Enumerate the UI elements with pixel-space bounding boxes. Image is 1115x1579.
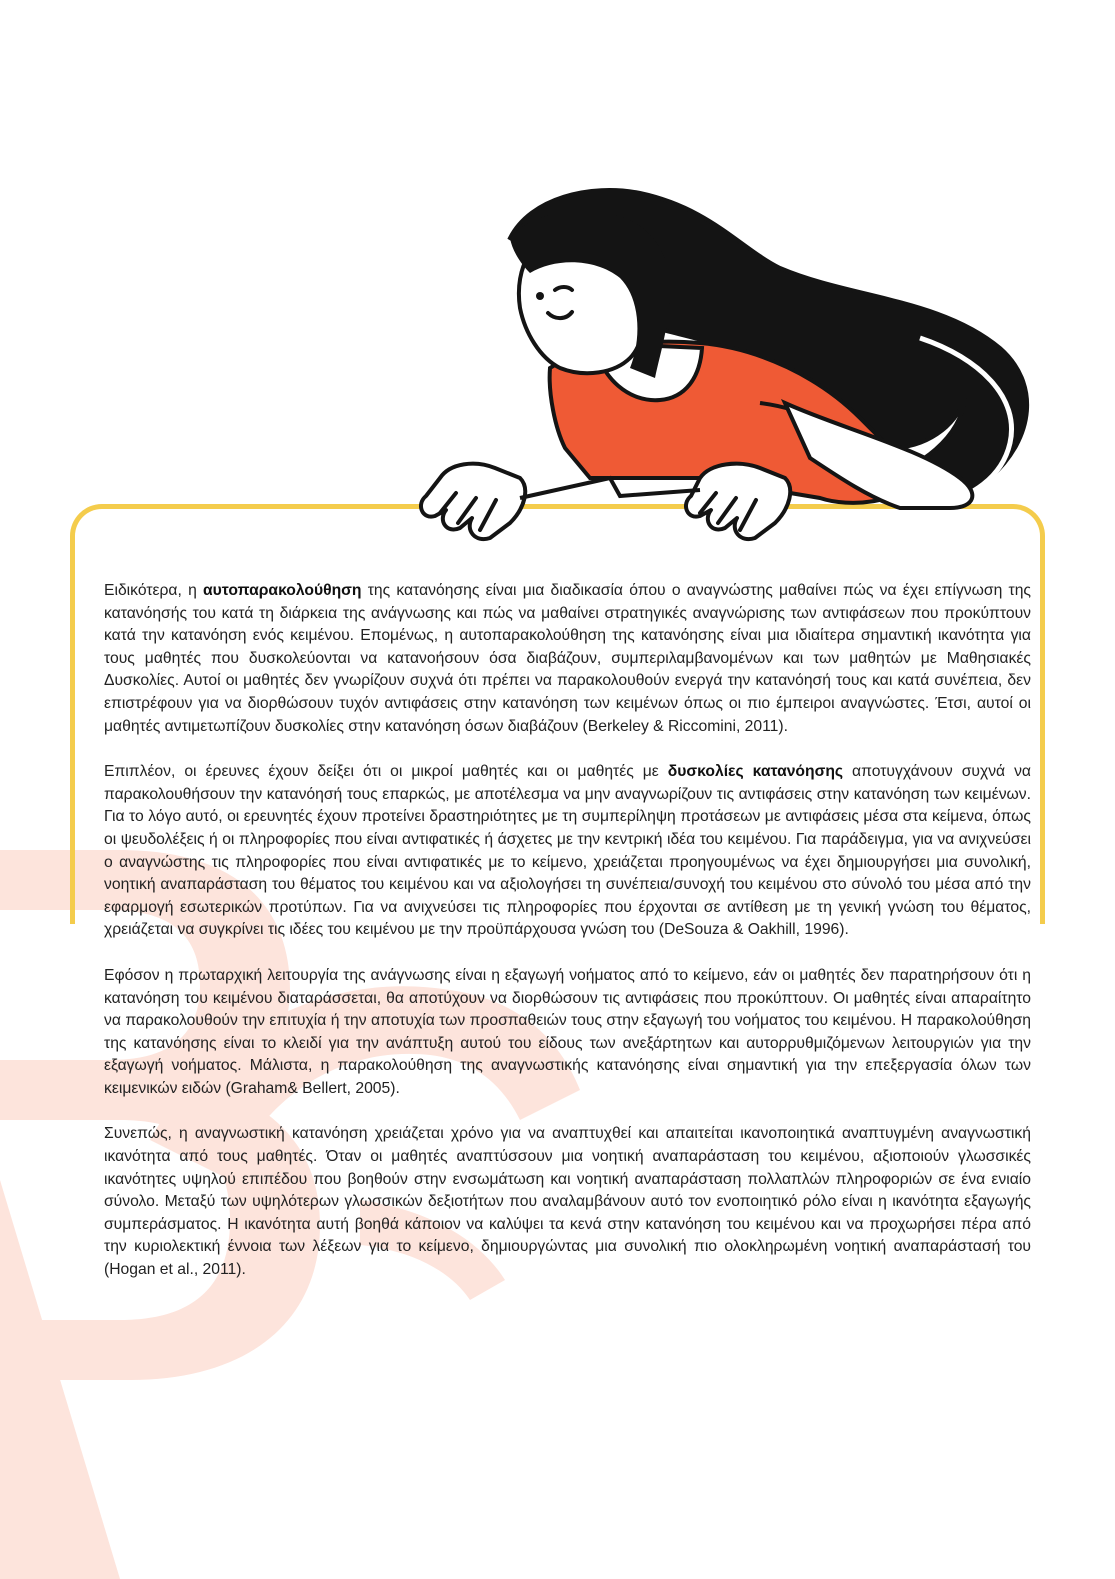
article-body [104,580,1031,1305]
paragraph-4 [104,1123,1031,1281]
paragraph-1-text-start: Ειδικότερα, η [104,582,204,599]
paragraph-2-text-end: αποτυγχάνουν συχνά να παρακολουθήσουν την κατανόησή τους επαρκώς, με αποτέλεσμα να μην αναγνωρίζουν τις αντιφάσεις στην κατανόηση των κειμένων. Για το λόγο αυτό, οι ερευνητές έχουν προτείνει δραστηριότητες με τη συμπερίληψη προτάσεων με αντιφάσεις μέσα στα κείμενα, όπως οι ψευδολέξεις ή οι πληροφορίες που είναι αντιφατικές ή άσχετες με την κεντρική ιδέα του κειμένου. Για παράδειγμα, για να ανιχνεύσει ο αναγνώστης τις πληροφορίες που είναι αντιφατικές με το κείμενο, χρειάζεται προηγουμένως να έχει δημιουργήσει μια συνολική, νοητική αναπαράσταση του θέματος του κειμένου και να αξιολογήσει τη συνέπεια/συνοχή του κειμένου στο σύνολό του μέσα από την εφαρμογή εσωτερικών προτύπων. Για να ανιχνεύσει τις πληροφορίες που έρχονται σε αντίθεση με τη γενική γνώση του θέματος, χρειάζεται να συγκρίνει τις ιδέες του κειμένου με την προϋπάρχουσα γνώση του (DeSouza & Oakhill, 1996). [104,763,1031,939]
paragraph-1 [104,580,1031,738]
paragraph-4-text: Συνεπώς, η αναγνωστική κατανόηση χρειάζεται χρόνο για να αναπτυχθεί και απαιτείται ικανοποιητικά αναπτυγμένη αναγνωστική ικανότητα από τους μαθητές. Όταν οι μαθητές αναπτύσσουν μια νοητική αναπαράσταση του κειμένου, αξιοποιούν γλωσσικές ικανότητες υψηλού επιπέδου που βοηθούν στην ενσωμάτωση και νοητική αναπαράσταση πολλαπλών πληροφοριών σε ένα ενιαίο σύνολο. Μεταξύ των υψηλότερων γλωσσικών δεξιοτήτων που αναλαμβάνουν αυτό τον ενοποιητικό ρόλο είναι η ικανότητα εξαγωγής συμπεράσματος. Η ικανότητα αυτή βοηθά κάποιον να καλύψει τα κενά στην κατανόηση του κειμένου και να προχωρήσει πέρα από την κυριολεκτική έννοια των λέξεων για το κείμενο, δημιουργώντας μια συνολική πιο ολοκληρωμένη νοητική αναπαράστασή του (Hogan et al., 2011). [104,1125,1031,1279]
paragraph-1-bold-term: αυτοπαρακολούθηση [203,582,362,599]
paragraph-1-text-end: της κατανόησης είναι μια διαδικασία όπου ο αναγνώστης μαθαίνει πώς να έχει επίγνωση της κατανόησής του κατά τη διάρκεια της ανάγνωσης και πώς να μαθαίνει στρατηγικές αναγνώρισης των αντιφάσεων που προκύπτουν κατά την κατανόηση ενός κειμένου. Επομένως, η αυτοπαρακολούθηση της κατανόησης είναι μια ιδιαίτερα σημαντική ικανότητα για τους μαθητές που δυσκολεύονται να κατανοήσουν όσα διαβάζουν, συμπεριλαμβανομένων και των μαθητών με Μαθησιακές Δυσκολίες. Αυτοί οι μαθητές δεν γνωρίζουν συχνά ότι πρέπει να παρακολουθούν ενεργά την κατανόησή τους και κατά συνέπεια, δεν επιστρέφουν για να διορθώσουν τυχόν αντιφάσεις στην κατανόηση των κειμένων όπως οι πιο έμπειροι αναγνώστες. Έτσι, αυτοί οι μαθητές αντιμετωπίζουν δυσκολίες στην κατανόηση όσων διαβάζουν (Berkeley & Riccomini, 2011). [104,582,1031,735]
paragraph-3-text: Εφόσον η πρωταρχική λειτουργία της ανάγνωσης είναι η εξαγωγή νοήματος από το κείμενο, εάν οι μαθητές δεν παρατηρήσουν ότι η κατανόηση του κειμένου διαταράσσεται, θα αποτύχουν να διορθώσουν τις αντιφάσεις που προκύπτουν. Οι μαθητές είναι απαραίτητο να παρακολουθούν την επιτυχία ή την αποτυχία των προσπαθειών τους στην εξαγωγή του νοήματος του κειμένου. Η παρακολούθηση της κατανόησης είναι το κλειδί για την ανάπτυξη αυτού του είδους των ανεξάρτητων και αυτορρυθμιζόμενων λειτουργιών για την εξαγωγή νοήματος. Μάλιστα, η παρακολούθηση της αναγνωστικής κατανόησης είναι σημαντική για την επεξεργασία όλων των κειμενικών ειδών (Graham& Bellert, 2005). [104,966,1031,1097]
woman-peeking-icon [380,178,1040,548]
paragraph-2-bold-term: δυσκολίες κατανόησης [667,763,844,781]
paragraph-3 [104,965,1031,1101]
paragraph-2-text-start: Επιπλέον, οι έρευνες έχουν δείξει ότι οι μικροί μαθητές και οι μαθητές με [104,763,668,781]
paragraph-2 [104,761,1031,942]
